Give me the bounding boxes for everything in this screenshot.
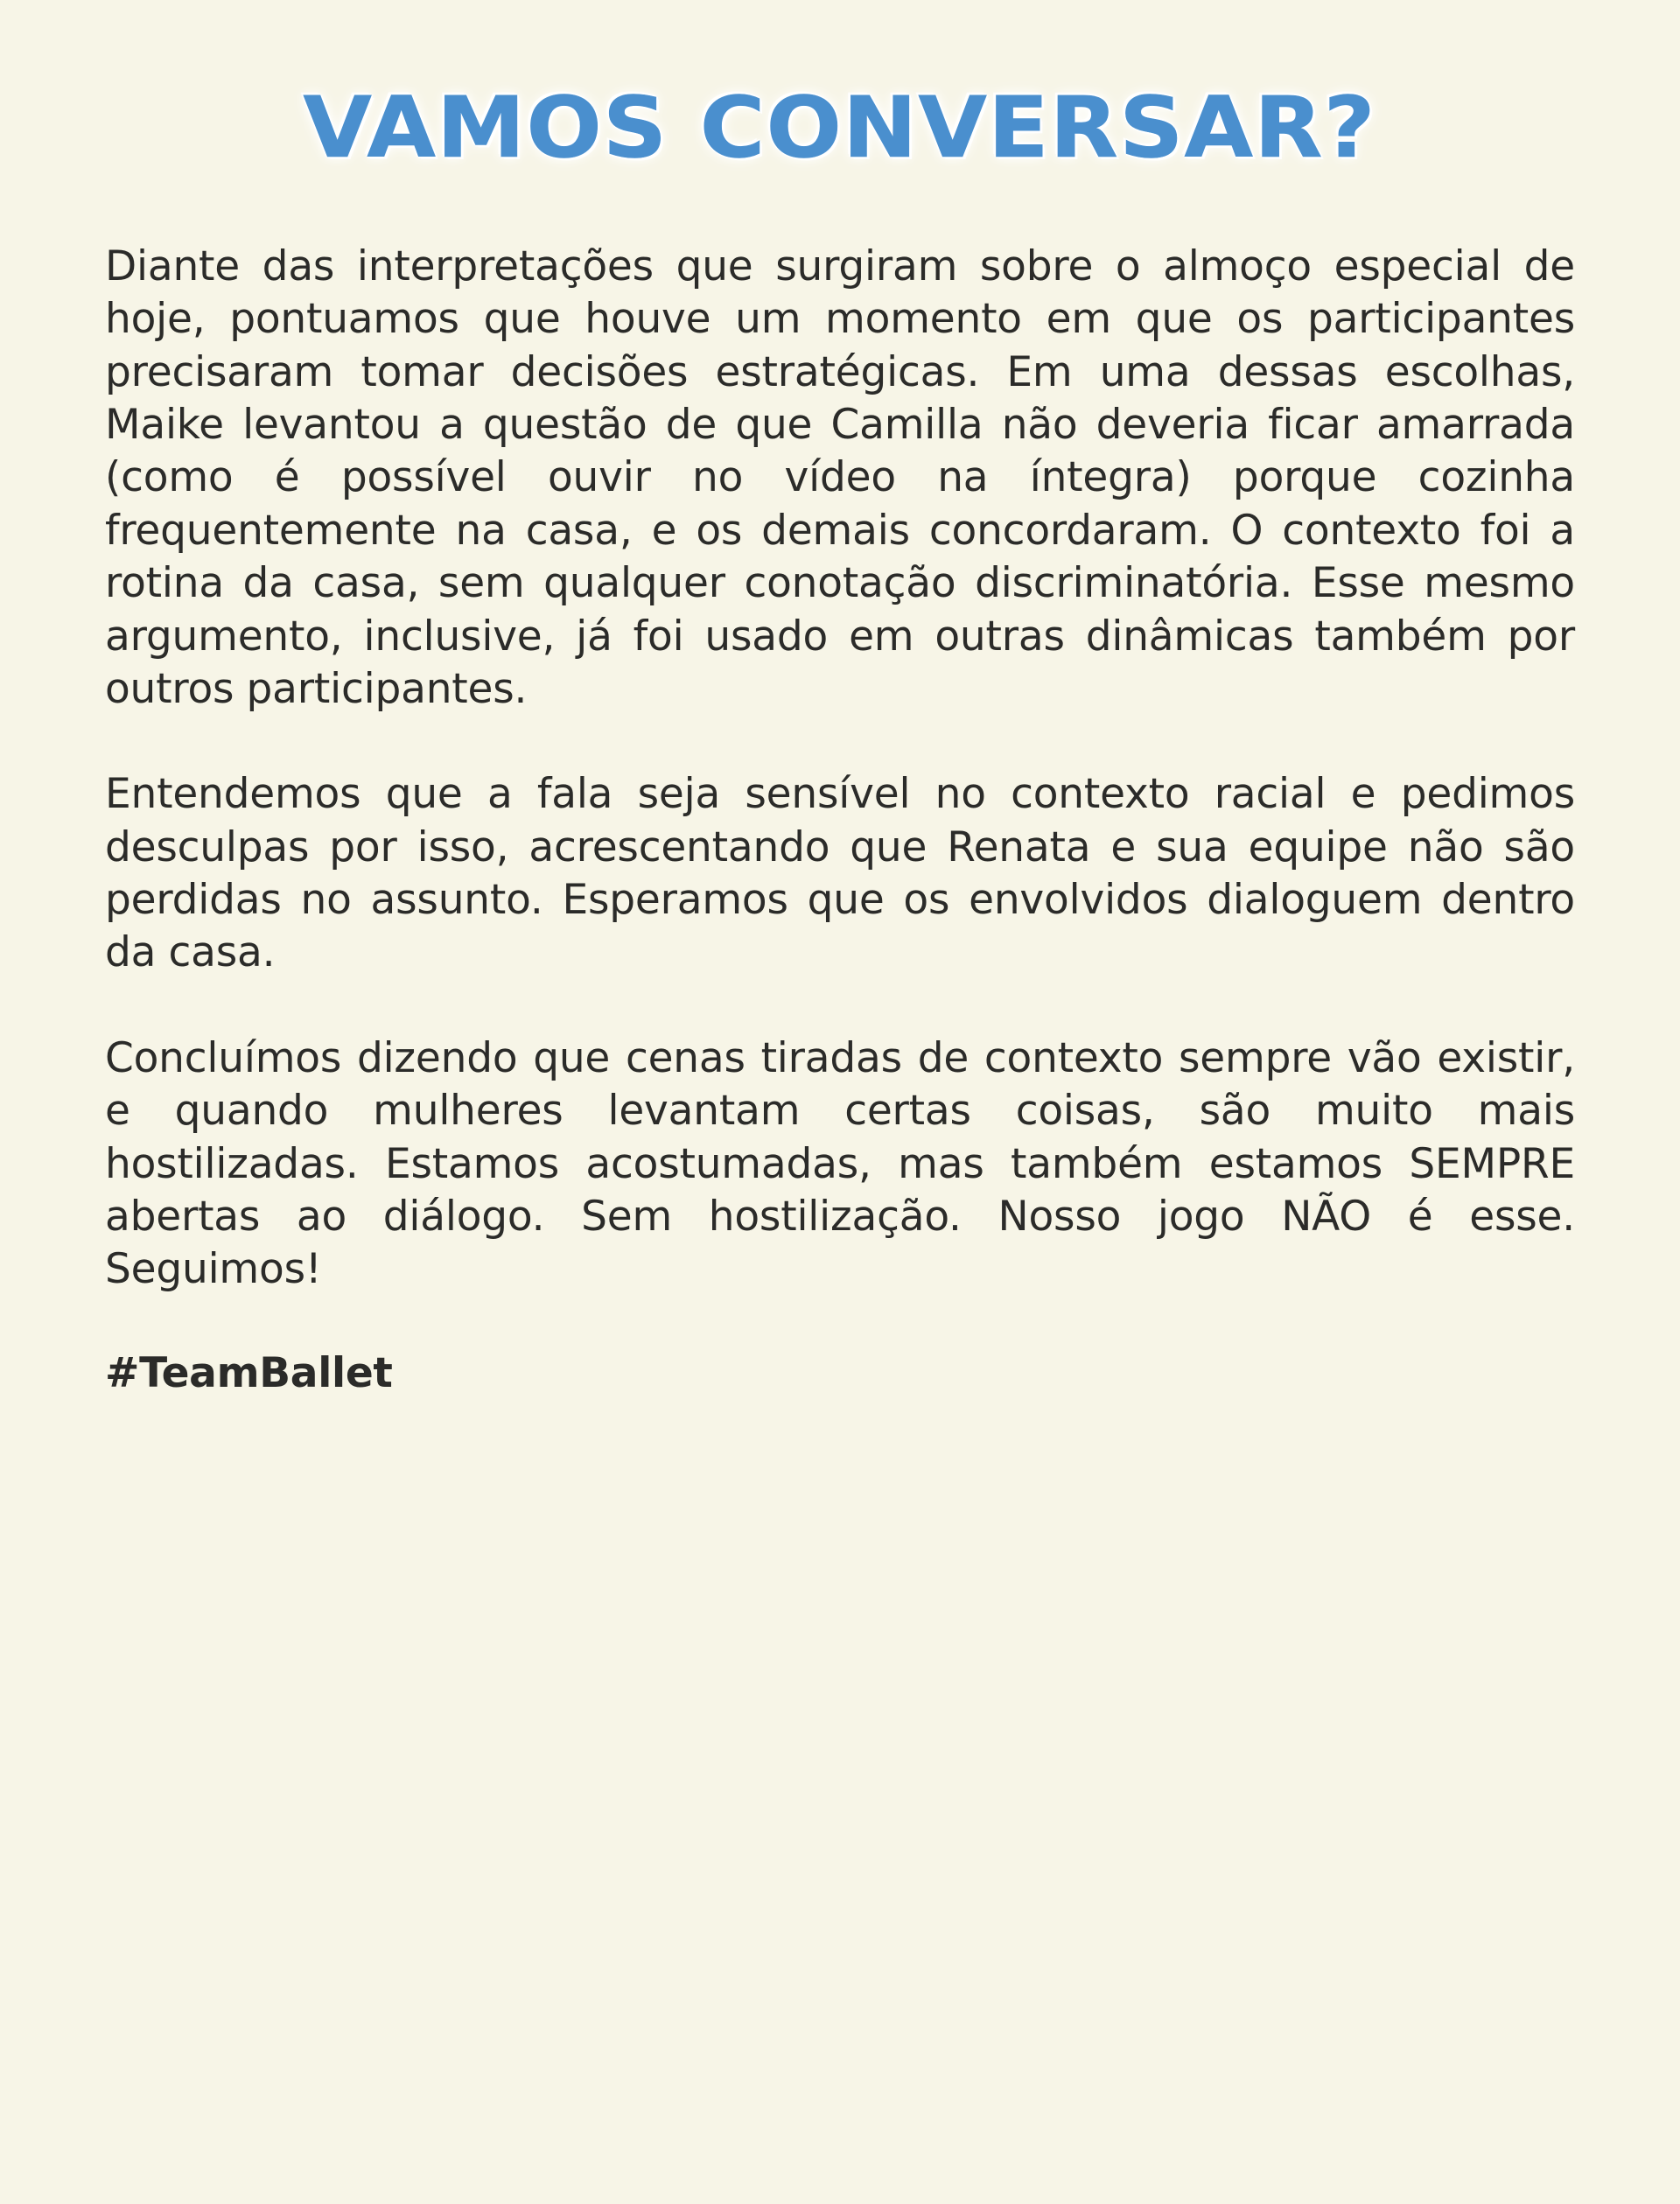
statement-paragraph-3: Concluímos dizendo que cenas tiradas de contexto sempre vão existir, e quando mulheres levantam certas coisas, são muito mais hostilizadas. Estamos acostumadas, mas também estamos SEMPRE abertas ao diálogo. Sem hostilização. Nosso jogo NÃO é esse. Seguimos! <box>105 1033 1575 1294</box>
hashtag-signature: #TeamBallet <box>105 1348 393 1397</box>
statement-paragraph-1: Diante das interpretações que surgiram sobre o almoço especial de hoje, pontuamos que houve um momento em que os participantes precisaram tomar decisões estratégicas. Em uma dessas escolhas, Maike levantou a questão de que Camilla não deveria ficar amarrada (como é possível ouvir no vídeo na íntegra) porque cozinha frequentemente na casa, e os demais concordaram. O contexto foi a rotina da casa, sem qualquer conotação discriminatória. Esse mesmo argumento, inclusive, já foi usado em outras dinâmicas também por outros participantes. <box>105 241 1575 713</box>
statement-body <box>105 172 1575 1398</box>
title-container <box>0 0 1680 177</box>
statement-paragraph-2: Entendemos que a fala seja sensível no contexto racial e pedimos desculpas por isso, acrescentando que Renata e sua equipe não são perdidas no assunto. Esperamos que os envolvidos dialoguem dentro da casa. <box>105 770 1575 977</box>
page-title: VAMOS CONVERSAR? <box>303 79 1377 177</box>
